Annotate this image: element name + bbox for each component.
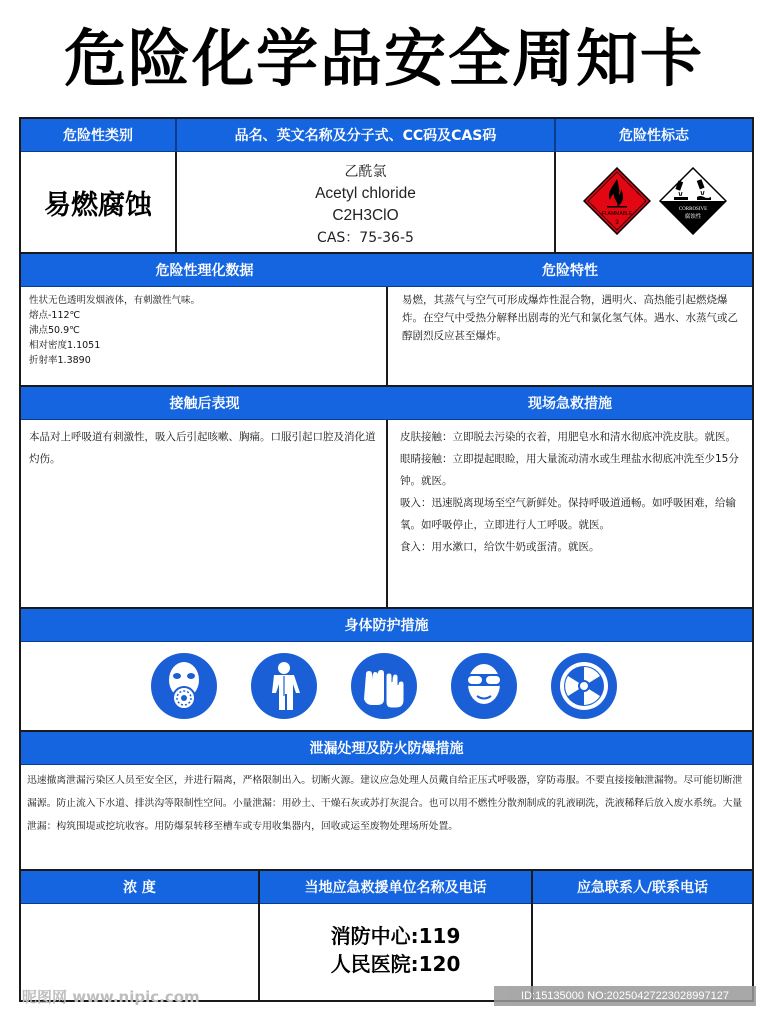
gloves-icon: [350, 652, 418, 720]
physchem-data-cell: [21, 287, 386, 385]
header-product-info: 品名、英文名称及分子式、CC码及CAS码: [177, 119, 554, 152]
hospital-phone: 人民医院:120: [330, 952, 461, 976]
product-name-en: Acetyl chloride: [315, 185, 416, 202]
header-emergency-units: 当地应急救援单位名称及电话: [260, 871, 531, 904]
hazard-chars-cell: [388, 287, 752, 385]
exposure-text: 本品对上呼吸道有刺激性，吸入后引起咳嗽、胸痛。口服引起口腔及消化道灼伤。: [29, 431, 376, 465]
physchem-line: 沸点50.9℃: [29, 325, 80, 336]
header-hazard-chars: 危险特性: [388, 254, 752, 287]
hazard-symbol-cell: [556, 152, 752, 252]
emergency-units-cell: [260, 904, 531, 1000]
exposure-cell: [21, 420, 386, 607]
hazard-class-value: 易燃腐蚀: [44, 189, 152, 221]
corrosive-label: CORROSIVE: [678, 207, 708, 212]
header-concentration: 浓 度: [21, 871, 258, 904]
hazard-chars-text: 易燃，其蒸气与空气可形成爆炸性混合物，遇明火、高热能引起燃烧爆炸。在空气中受热分解释出剧毒的光气和氯化氢气体。遇水、水蒸气或乙醇剧烈反应甚至爆炸。: [402, 294, 738, 342]
protective-suit-icon: [250, 652, 318, 720]
first-aid-inhale: 吸入：迅速脱离现场至空气新鲜处。保持呼吸道通畅。如呼吸困难，给输氧。如呼吸停止，立即进行人工呼吸。就医。: [400, 497, 736, 531]
leak-handling-text: 迅速撤离泄漏污染区人员至安全区，并进行隔离，严格限制出入。切断火源。建议应急处理人员戴自给正压式呼吸器，穿防毒服。不要直接接触泄漏物。尽可能切断泄漏源。防止流入下水道、排洪沟等限制性空间。小量泄漏：用砂土、干燥石灰或苏打灰混合。也可以用不燃性分散剂制成的乳液刷洗，洗液稀释后放入废水系统。大量泄漏：构筑围堤或挖坑收容。用防爆泵转移至槽车或专用收集器内，回收或运至废物处理场所处置。: [27, 775, 743, 832]
flammable-symbol-icon: [583, 167, 651, 235]
hazard-class-cell: [21, 152, 175, 252]
first-aid-ingest: 食入：用水漱口，给饮牛奶或蛋清。就医。: [400, 541, 600, 553]
first-aid-skin: 皮肤接触：立即脱去污染的衣着，用肥皂水和清水彻底冲洗皮肤。就医。: [400, 431, 736, 443]
product-formula: C2H3ClO: [332, 207, 399, 224]
safety-card: [19, 117, 754, 1002]
header-emergency-contact: 应急联系人/联系电话: [533, 871, 752, 904]
header-exposure: 接触后表现: [21, 387, 388, 420]
page-title: 危险化学品安全周知卡: [63, 22, 704, 95]
physchem-line: 熔点-112℃: [29, 310, 81, 321]
goggles-icon: [450, 652, 518, 720]
gas-mask-icon: [150, 652, 218, 720]
header-physchem-data: 危险性理化数据: [21, 254, 388, 287]
first-aid-eyes: 眼睛接触：立即提起眼睑，用大量流动清水或生理盐水彻底冲洗至少15分钟。就医。: [400, 453, 739, 487]
product-info-cell: [177, 152, 554, 252]
leak-handling-cell: [21, 765, 752, 869]
corrosive-symbol-icon: [659, 167, 727, 235]
first-aid-cell: [388, 420, 752, 607]
header-body-protection: 身体防护措施: [21, 609, 752, 642]
fire-center-phone: 消防中心:119: [330, 924, 461, 948]
ventilation-fan-icon: [550, 652, 618, 720]
header-leak-handling: 泄漏处理及防火防爆措施: [21, 732, 752, 765]
product-cas: CAS：75-36-5: [317, 230, 414, 246]
header-first-aid: 现场急救措施: [388, 387, 752, 420]
physchem-line: 相对密度1.1051: [29, 340, 101, 351]
svg-text:3: 3: [615, 220, 619, 226]
flammable-label: FLAMMABLE: [601, 211, 633, 217]
watermark-right: ID:15135000 NO:20250427223028997127: [494, 986, 756, 1006]
product-name-cn: 乙酰氯: [344, 164, 387, 180]
watermark-left: 昵图网 www.nipic.com: [22, 988, 200, 1006]
header-hazard-class: 危险性类别: [21, 119, 175, 152]
header-hazard-symbol: 危险性标志: [556, 119, 752, 152]
physchem-line: 性状无色透明发烟液体，有刺激性气味。: [29, 295, 201, 306]
physchem-line: 折射率1.3890: [29, 355, 91, 366]
corrosive-label-cn: 腐蚀性: [684, 214, 702, 220]
